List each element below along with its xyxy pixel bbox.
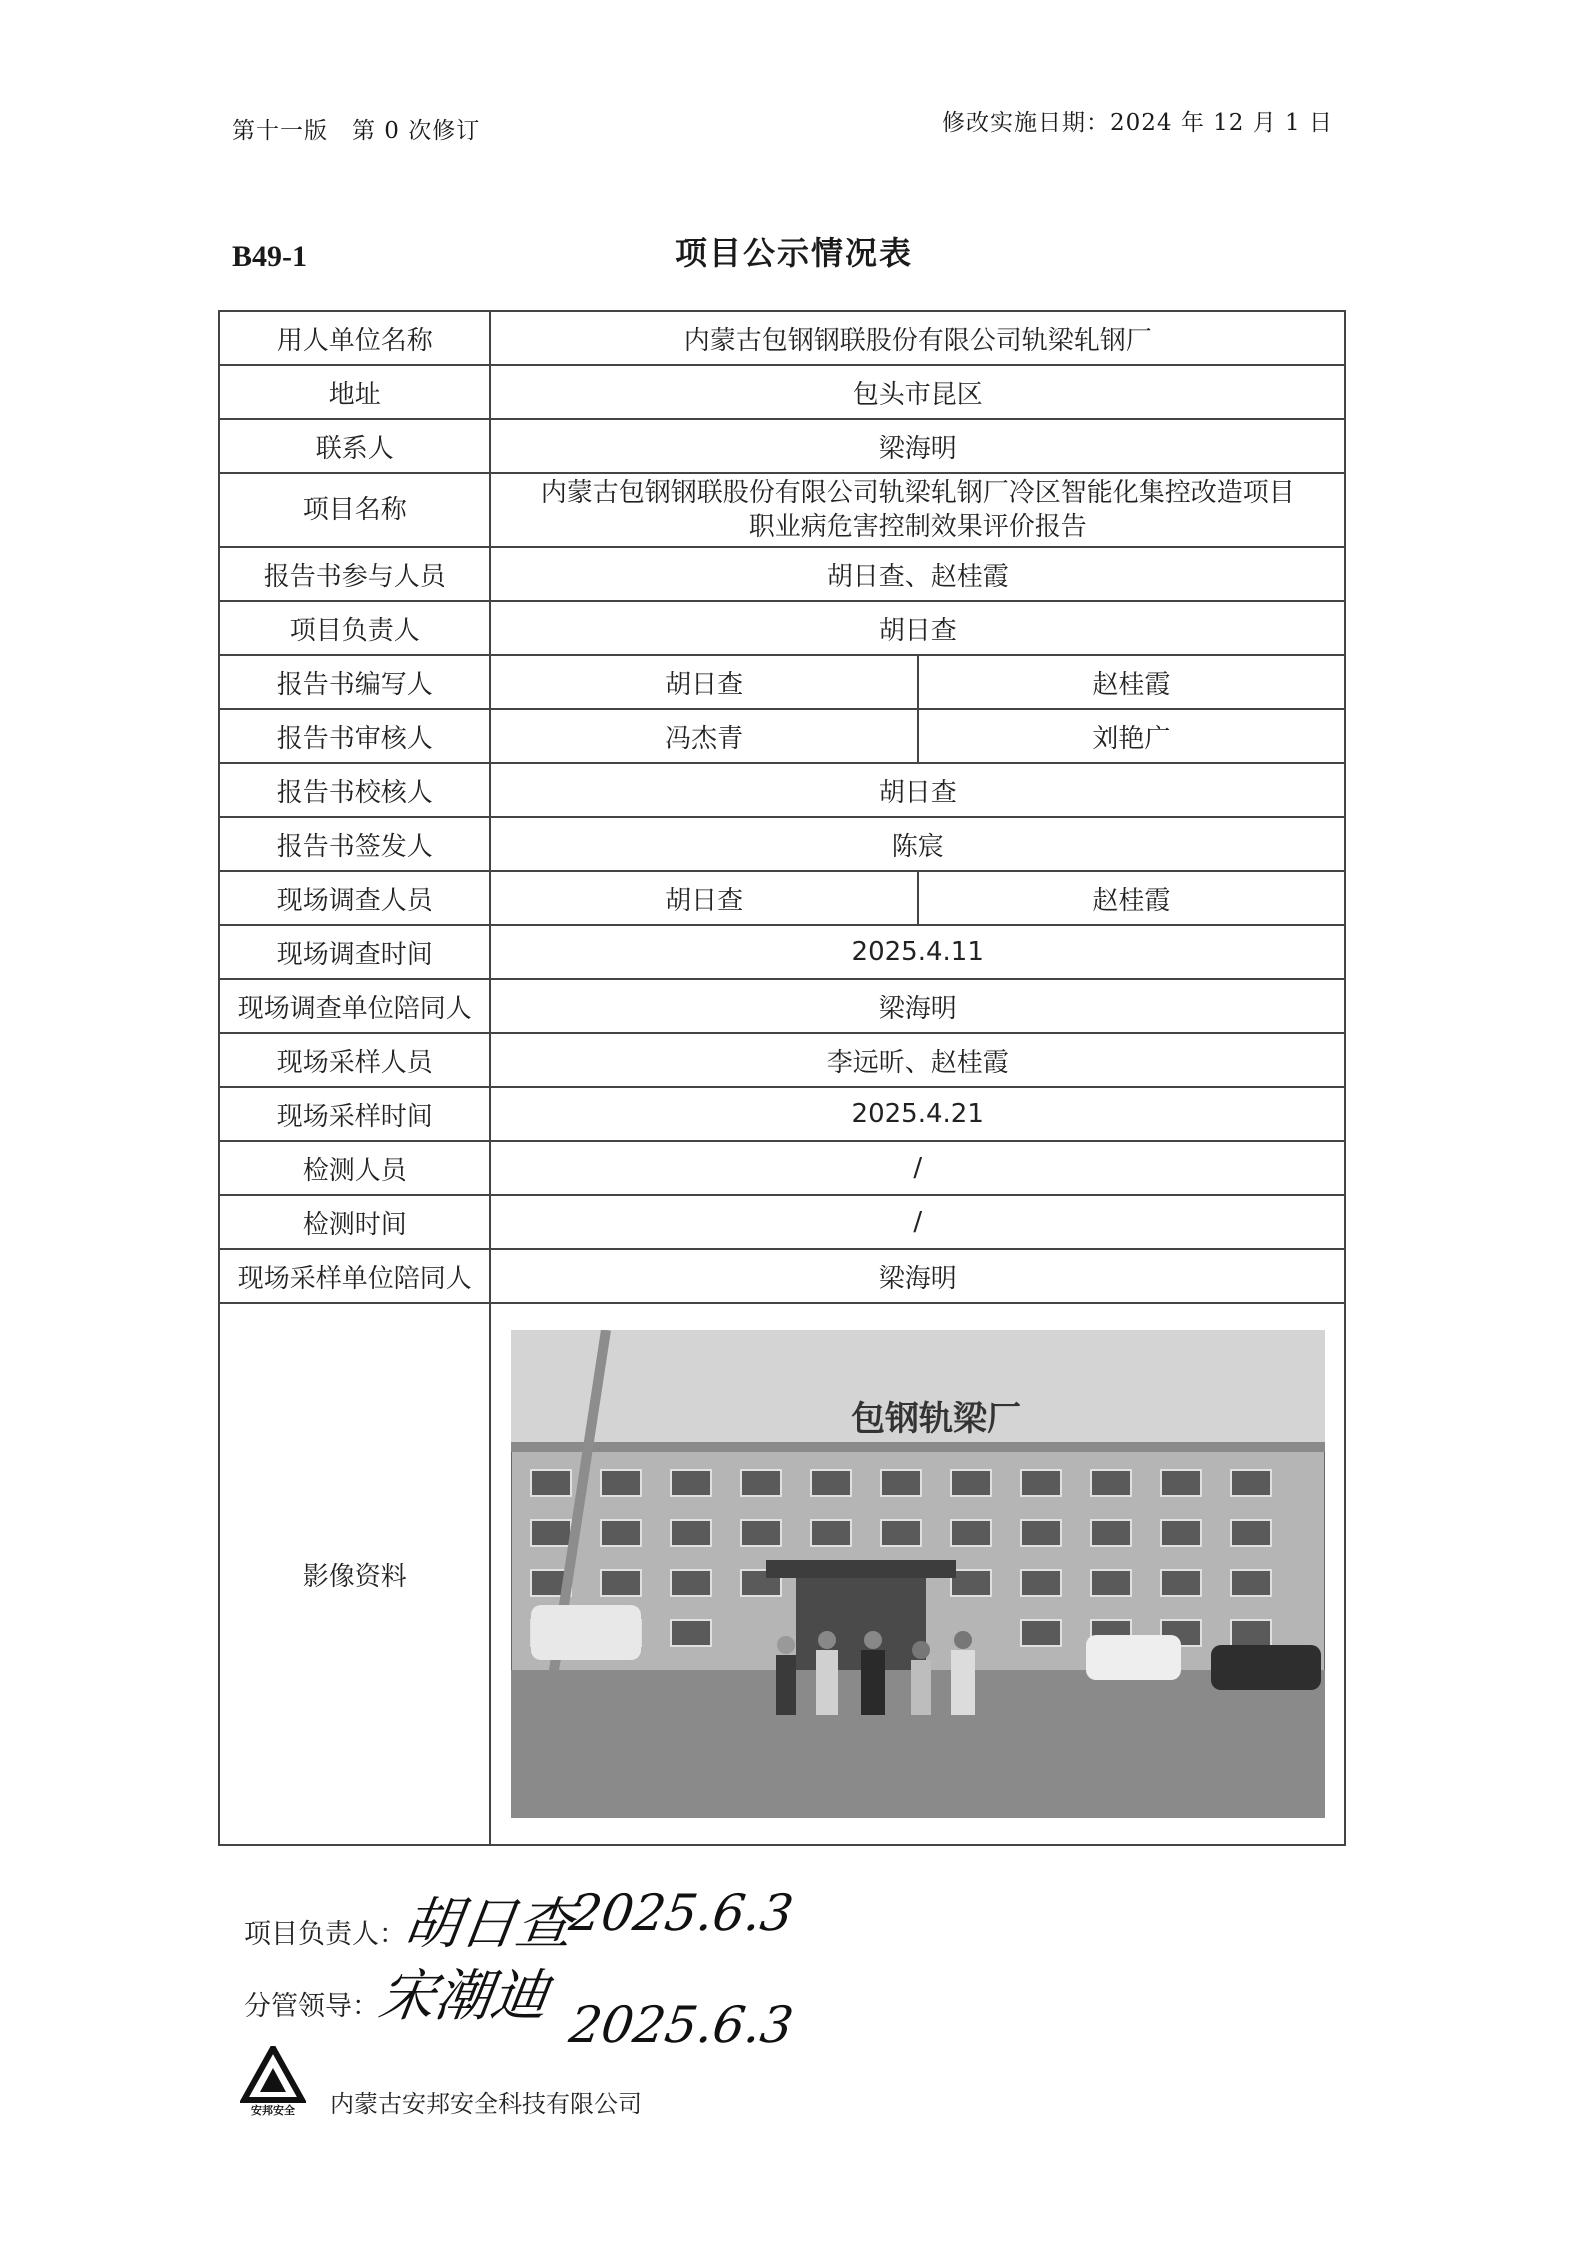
address-value: 包头市昆区 <box>490 365 1345 419</box>
table-row <box>219 709 1345 763</box>
test-time-value: / <box>490 1195 1345 1249</box>
manager-sign-date: 2025.6.3 <box>565 1996 797 2054</box>
white-car <box>1086 1635 1181 1680</box>
table-row <box>219 1195 1345 1249</box>
writer-label: 报告书编写人 <box>219 655 490 709</box>
leader-signature: 胡日查 <box>399 1892 577 1957</box>
form-title: 项目公示情况表 <box>674 234 913 272</box>
project-value-line2: 职业病危害控制效果评价报告 <box>748 512 1087 542</box>
manager-signature: 宋潮迪 <box>374 1964 552 2029</box>
table-row <box>219 1087 1345 1141</box>
participants-label: 报告书参与人员 <box>219 547 490 601</box>
test-staff-label: 检测人员 <box>219 1141 490 1195</box>
table-row <box>219 763 1345 817</box>
sampling-time-label: 现场采样时间 <box>219 1087 490 1141</box>
reviewer-label: 报告书审核人 <box>219 709 490 763</box>
table-row <box>219 1141 1345 1195</box>
survey-escort-label: 现场调查单位陪同人 <box>219 979 490 1033</box>
address-label: 地址 <box>219 365 490 419</box>
table-row <box>219 365 1345 419</box>
form-code: B49-1 <box>232 240 307 273</box>
reviewer-value-2: 刘艳广 <box>918 709 1345 763</box>
survey-escort-value: 梁海明 <box>490 979 1345 1033</box>
sampling-staff-label: 现场采样人员 <box>219 1033 490 1087</box>
sampling-staff-value: 李远昕、赵桂霞 <box>490 1033 1345 1087</box>
entrance-canopy <box>766 1560 956 1578</box>
participants-value: 胡日查、赵桂霞 <box>490 547 1345 601</box>
checker-value: 胡日查 <box>490 763 1345 817</box>
issuer-label: 报告书签发人 <box>219 817 490 871</box>
image-cell <box>490 1303 1345 1845</box>
table-row <box>219 1303 1345 1845</box>
roof-line <box>511 1442 1325 1452</box>
sampling-time-value: 2025.4.21 <box>490 1087 1345 1141</box>
site-photo <box>511 1330 1325 1818</box>
table-row <box>219 1033 1345 1087</box>
van <box>531 1605 641 1660</box>
company-logo-icon <box>240 2046 306 2116</box>
effective-date-text: 修改实施日期：2024 年 12 月 1 日 <box>942 110 1333 136</box>
dark-car <box>1211 1645 1321 1690</box>
survey-time-label: 现场调查时间 <box>219 925 490 979</box>
table-row <box>219 871 1345 925</box>
table-row <box>219 601 1345 655</box>
table-row <box>219 547 1345 601</box>
survey-staff-value-2: 赵桂霞 <box>918 871 1345 925</box>
leader-label: 项目负责人 <box>219 601 490 655</box>
factory-sign: 包钢轨梁厂 <box>850 1399 1021 1439</box>
project-value <box>490 473 1345 547</box>
image-label: 影像资料 <box>219 1303 490 1845</box>
test-time-label: 检测时间 <box>219 1195 490 1249</box>
project-label: 项目名称 <box>219 473 490 547</box>
table-row <box>219 655 1345 709</box>
table-row <box>219 1249 1345 1303</box>
checker-label: 报告书校核人 <box>219 763 490 817</box>
manager-sign-label: 分管领导： <box>244 1991 379 2022</box>
reviewer-value-1: 冯杰青 <box>490 709 917 763</box>
issuer-value: 陈宸 <box>490 817 1345 871</box>
writer-value-2: 赵桂霞 <box>918 655 1345 709</box>
survey-staff-label: 现场调查人员 <box>219 871 490 925</box>
survey-time-value: 2025.4.11 <box>490 925 1345 979</box>
survey-staff-value-1: 胡日查 <box>490 871 917 925</box>
employer-value: 内蒙古包钢钢联股份有限公司轨梁轧钢厂 <box>490 311 1345 365</box>
table-row <box>219 311 1345 365</box>
sampling-escort-label: 现场采样单位陪同人 <box>219 1249 490 1303</box>
table-row <box>219 473 1345 547</box>
site-photo-illustration <box>511 1330 1325 1818</box>
project-info-table <box>218 310 1346 1846</box>
table-row <box>219 419 1345 473</box>
employer-label: 用人单位名称 <box>219 311 490 365</box>
writer-value-1: 胡日查 <box>490 655 917 709</box>
project-value-line1: 内蒙古包钢钢联股份有限公司轨梁轧钢厂冷区智能化集控改造项目 <box>540 478 1295 508</box>
table-row <box>219 979 1345 1033</box>
leader-sign-date: 2025.6.3 <box>565 1884 797 1942</box>
footer-company-name: 内蒙古安邦安全科技有限公司 <box>330 2090 642 2118</box>
contact-label: 联系人 <box>219 419 490 473</box>
sky <box>511 1330 1325 1460</box>
logo-text: 安邦安全 <box>251 2104 295 2116</box>
test-staff-value: / <box>490 1141 1345 1195</box>
edition-text: 第十一版 第 0 次修订 <box>232 118 481 144</box>
table-row <box>219 925 1345 979</box>
contact-value: 梁海明 <box>490 419 1345 473</box>
sampling-escort-value: 梁海明 <box>490 1249 1345 1303</box>
leader-sign-label: 项目负责人： <box>244 1919 406 1950</box>
table-row <box>219 817 1345 871</box>
leader-value: 胡日查 <box>490 601 1345 655</box>
